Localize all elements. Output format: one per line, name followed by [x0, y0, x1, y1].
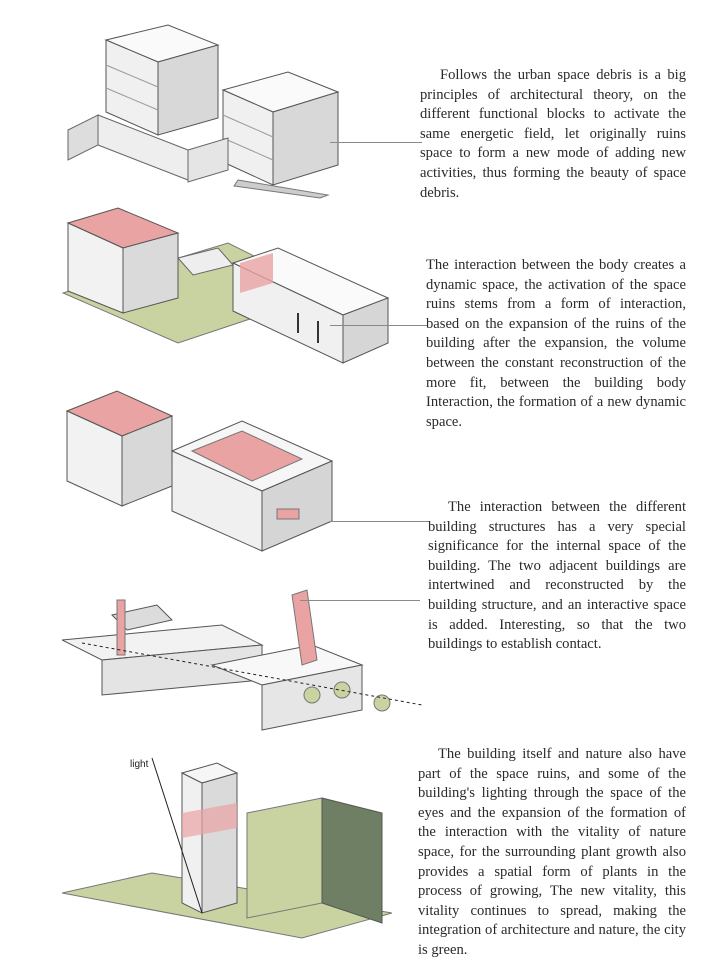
section-3	[0, 375, 720, 653]
axonometric-diagram-1	[58, 20, 378, 200]
section-5	[0, 745, 720, 972]
paragraph-5-text: The building itself and nature also have part of the space ruins, and some of the building's lighting through the space of the eyes and the expansion of the formation of the interaction with the vitality of nature space, for the surrounding plant growth also provides a spatial form of plants in the process of growing, The new vitality, this vitality continues to spread, making the integration of architecture and nature, the city is green.	[418, 746, 686, 958]
section-2	[0, 195, 720, 430]
leader-line	[330, 142, 422, 143]
axonometric-diagram-3	[62, 381, 362, 561]
paragraph-5	[418, 745, 686, 961]
light-label: light	[130, 759, 149, 770]
paragraph-1	[420, 66, 686, 203]
axonometric-diagram-4	[62, 585, 442, 745]
paragraph-3-text: The interaction between the different building structures has a very special significance for the internal space of the building. The two adjacent buildings are intertwined and reconstructed by the building structure, and an interactive space is added. Interesting, so that the two buildings to establish contact.	[428, 499, 686, 653]
leader-line	[330, 325, 428, 326]
paragraph-1-text: Follows the urban space debris is a big principles of architectural theory, on the different functional blocks to activate the same energetic field, let originally ruins space to form a new mode of adding new activities, thus forming the beauty of space debris.	[420, 67, 686, 201]
paragraph-2-text: The interaction between the body creates a dynamic space, the activation of the space ruins stems from a form of interaction, based on the expansion of the ruins of the building after the expansion, the volume between the constant reconstruction of the more fit, between the building body Interaction, the formation of a new dynamic space.	[426, 257, 686, 430]
leader-line	[300, 600, 420, 601]
axonometric-diagram-5	[62, 753, 392, 958]
axonometric-diagram-2	[58, 203, 398, 373]
section-4	[0, 575, 720, 745]
leader-line	[330, 521, 430, 522]
section-1	[0, 0, 720, 201]
